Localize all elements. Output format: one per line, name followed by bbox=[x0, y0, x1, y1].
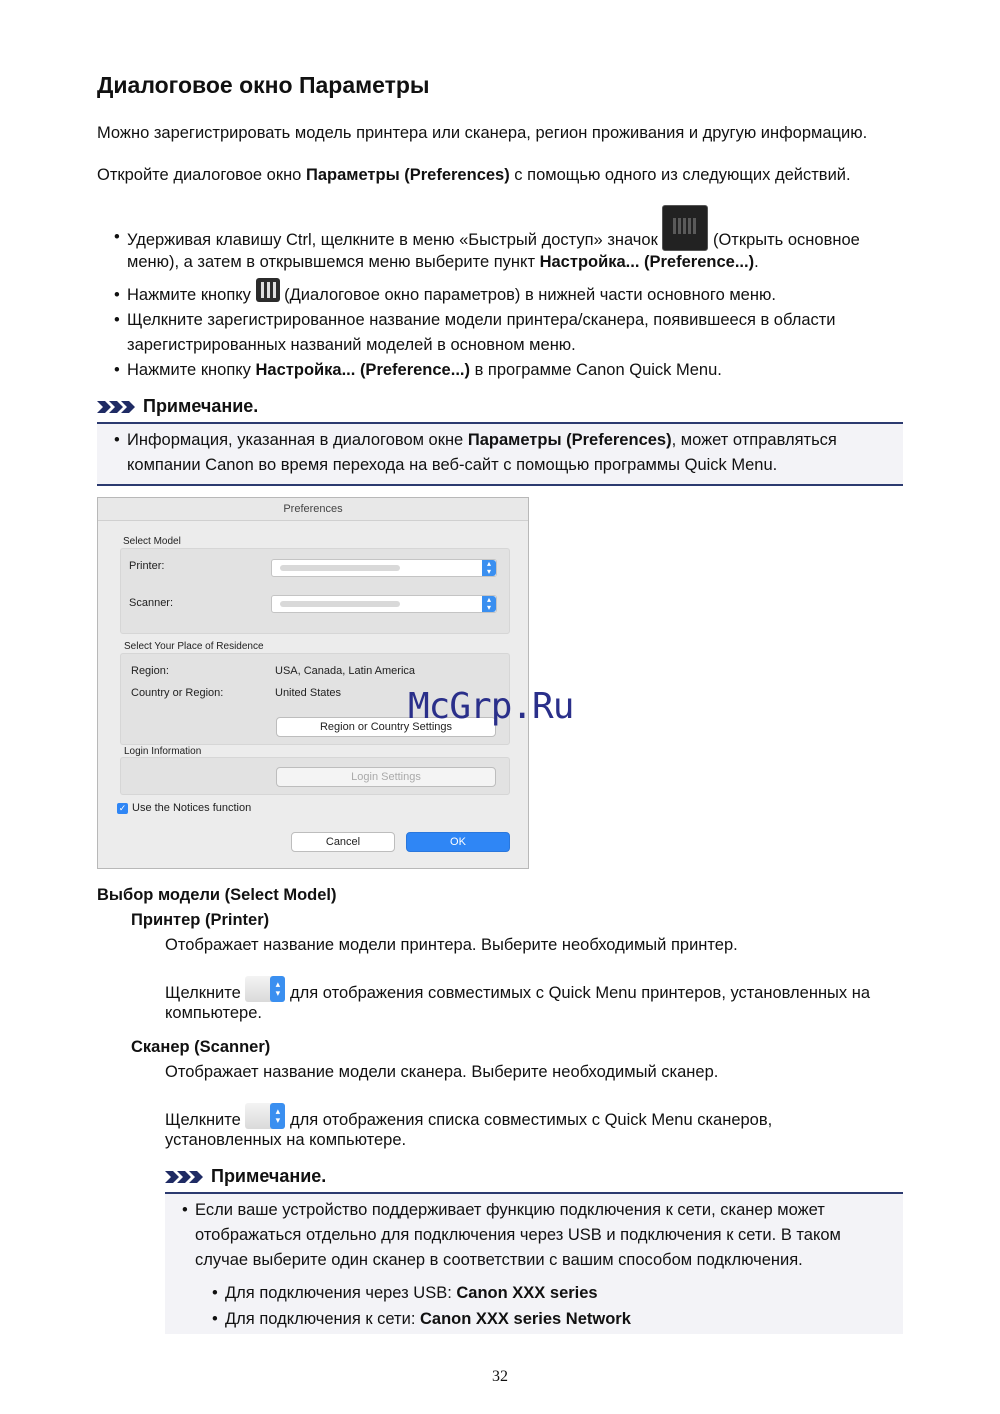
login-info-label: Login Information bbox=[124, 746, 202, 757]
country-label: Country or Region: bbox=[131, 687, 224, 699]
note-item-continued: компании Canon во время перехода на веб-сайт с помощью программы Quick Menu. bbox=[127, 456, 778, 474]
list-item: • Нажмите кнопку Настройка... (Preference...) в программе Canon Quick Menu. bbox=[114, 361, 722, 379]
note-chevrons-icon bbox=[97, 399, 137, 415]
country-value: United States bbox=[275, 687, 342, 699]
note-heading: Примечание. bbox=[97, 396, 258, 417]
scanner-click-continued: установленных на компьютере. bbox=[165, 1131, 407, 1149]
list-item: • Щелкните зарегистрированное название модели принтера/сканера, появившееся в области bbox=[114, 311, 836, 329]
scanner-label: Scanner: bbox=[129, 597, 174, 609]
preferences-icon bbox=[256, 278, 280, 302]
note-subitem: • Для подключения к сети: Canon XXX series Network bbox=[212, 1310, 631, 1328]
stepper-icon[interactable]: ▴ ▾ bbox=[482, 560, 496, 576]
scanner-select[interactable] bbox=[271, 595, 497, 613]
note-item-continued: отображаться отдельно для подключения через USB и подключения к сети. В таком bbox=[195, 1226, 841, 1244]
dialog-title: Preferences bbox=[98, 498, 528, 521]
printer-description: Отображает название модели принтера. Выберите необходимый принтер. bbox=[165, 936, 738, 954]
notices-label: Use the Notices function bbox=[132, 802, 252, 814]
cancel-button[interactable]: Cancel bbox=[291, 832, 395, 852]
residence-label: Select Your Place of Residence bbox=[124, 641, 264, 652]
select-model-label: Select Model bbox=[123, 536, 181, 547]
ok-button[interactable]: OK bbox=[406, 832, 510, 852]
quick-menu-icon bbox=[662, 205, 708, 251]
region-value: USA, Canada, Latin America bbox=[275, 665, 416, 677]
note-item: • Информация, указанная в диалоговом окне Параметры (Preferences), может отправляться bbox=[114, 431, 837, 449]
scanner-description: Отображает название модели сканера. Выберите необходимый сканер. bbox=[165, 1063, 719, 1081]
region-label: Region: bbox=[131, 665, 169, 677]
login-settings-button[interactable]: Login Settings bbox=[276, 767, 496, 787]
stepper-icon: ▴ ▾ bbox=[245, 976, 285, 1002]
stepper-icon[interactable]: ▴ ▾ bbox=[482, 596, 496, 612]
note-subitem: • Для подключения через USB: Canon XXX series bbox=[212, 1284, 598, 1302]
scanner-heading: Сканер (Scanner) bbox=[131, 1038, 271, 1056]
note-item-continued: случае выберите один сканер в соответствии с вашим способом подключения. bbox=[195, 1251, 803, 1269]
preferences-dialog bbox=[97, 497, 529, 869]
scanner-click-text: Щелкните ▴ ▾ для отображения списка совместимых с Quick Menu сканеров, bbox=[165, 1103, 772, 1133]
printer-click-text: Щелкните ▴ ▾ для отображения совместимых с Quick Menu принтеров, установленных на bbox=[165, 976, 870, 1006]
section-heading: Выбор модели (Select Model) bbox=[97, 886, 337, 904]
list-item: • Нажмите кнопку (Диалоговое окно параметров) в нижней части основного меню. bbox=[127, 283, 776, 308]
printer-select[interactable] bbox=[271, 559, 497, 577]
list-item: • Удерживая клавишу Ctrl, щелкните в меню «Быстрый доступ» значок (Открыть основное bbox=[127, 225, 860, 253]
note-item: • Если ваше устройство поддерживает функцию подключения к сети, сканер может bbox=[182, 1201, 825, 1219]
list-item-continued: зарегистрированных названий моделей в основном меню. bbox=[127, 336, 576, 354]
printer-click-continued: компьютере. bbox=[165, 1004, 262, 1022]
intro-paragraph: Можно зарегистрировать модель принтера или сканера, регион проживания и другую информацию. bbox=[97, 124, 868, 142]
region-settings-button[interactable]: Region or Country Settings bbox=[276, 717, 496, 737]
note-chevrons-icon bbox=[165, 1169, 205, 1185]
watermark: McGrp.Ru bbox=[408, 686, 574, 727]
page-number: 32 bbox=[492, 1368, 508, 1385]
list-item-continued: меню), а затем в открывшемся меню выберите пункт Настройка... (Preference...). bbox=[127, 253, 759, 271]
notices-checkbox[interactable]: ✓ bbox=[118, 803, 127, 813]
printer-heading: Принтер (Printer) bbox=[131, 911, 270, 929]
stepper-icon: ▴ ▾ bbox=[245, 1103, 285, 1129]
intro-instruction: Откройте диалоговое окно Параметры (Preferences) с помощью одного из следующих действий. bbox=[97, 166, 851, 184]
note-heading: Примечание. bbox=[165, 1166, 326, 1187]
page-title: Диалоговое окно Параметры bbox=[97, 72, 430, 98]
printer-label: Printer: bbox=[129, 560, 165, 572]
